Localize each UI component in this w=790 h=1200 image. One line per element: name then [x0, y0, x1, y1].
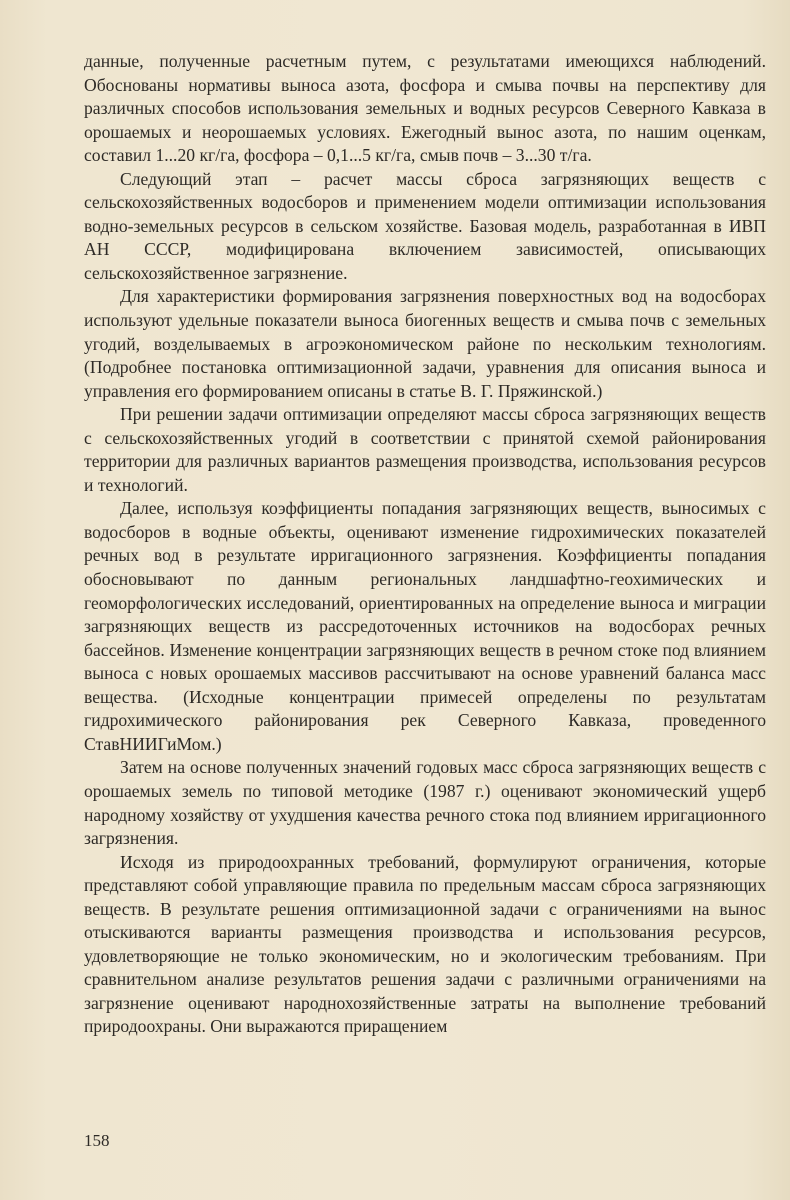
page-number: 158	[84, 1131, 110, 1150]
paragraph-7: Исходя из природоохранных требований, формулируют ограничения, которые представляют собой управляющие правила по предельным массам сброса загрязняющих веществ. В результате решения оптимизационной задачи с ограничениями на вынос отыскиваются варианты размещения производства и использования ресурсов, удовлетворяющие не только экономическим, но и экологическим требованиям. При сравнительном анализе результатов решения задачи с различными ограничениями на загрязнение оценивают народнохозяйственные затраты на выполнение требований природоохраны. Они выражаются приращением	[84, 851, 766, 1037]
paragraph-4: При решении задачи оптимизации определяют массы сброса загрязняющих веществ с сельскохозяйственных угодий в соответствии с принятой схемой районирования территории для различных вариантов размещения производства, использования ресурсов и технологий.	[84, 404, 766, 495]
paragraph-5: Далее, используя коэффициенты попадания загрязняющих веществ, выносимых с водосборов в водные объекты, оценивают изменение гидрохимических показателей речных вод в результате ирригационного загрязнения. Коэффициенты попадания обосновывают по данным региональных ландшафтно-геохимических и геоморфологических исследований, ориентированных на определение выноса и миграции загрязняющих веществ из рассредоточенных источников на водосборах речных бассейнов. Изменение концентрации загрязняющих веществ в речном стоке под влиянием выноса с новых орошаемых массивов рассчитывают на основе уравнений баланса масс вещества. (Исходные концентрации примесей определены по результатам гидрохимического районирования рек Северного Кавказа, проведенного СтавНИИГиМом.)	[84, 498, 766, 754]
paragraph-1: данные, полученные расчетным путем, с результатами имеющихся наблюдений. Обоснованы нормативы выноса азота, фосфора и смыва почвы на перспективу для различных способов использования земельных и водных ресурсов Северного Кавказа в орошаемых и неорошаемых условиях. Ежегодный вынос азота, по нашим оценкам, составил 1...20 кг/га, фосфора – 0,1...5 кг/га, смыв почв – 3...30 т/га.	[84, 51, 766, 166]
body-text	[84, 50, 766, 1039]
paragraph-2: Следующий этап – расчет массы сброса загрязняющих веществ с сельскохозяйственных водосборов и применением модели оптимизации использования водно-земельных ресурсов в сельском хозяйстве. Базовая модель, разработанная в ИВП АН СССР, модифицирована включением зависимостей, описывающих сельскохозяйственное загрязнение.	[84, 168, 766, 283]
paragraph-3: Для характеристики формирования загрязнения поверхностных вод на водосборах используют удельные показатели выноса биогенных веществ и смыва почв с земельных угодий, возделываемых в агроэкономическом районе по нескольким технологиям. (Подробнее постановка оптимизационной задачи, уравнения для описания выноса и управления его формированием описаны в статье В. Г. Пряжинской.)	[84, 286, 766, 401]
paragraph-6: Затем на основе полученных значений годовых масс сброса загрязняющих веществ с орошаемых земель по типовой методике (1987 г.) оценивают экономический ущерб народному хозяйству от ухудшения качества речного стока под влиянием ирригационного загрязнения.	[84, 757, 766, 849]
